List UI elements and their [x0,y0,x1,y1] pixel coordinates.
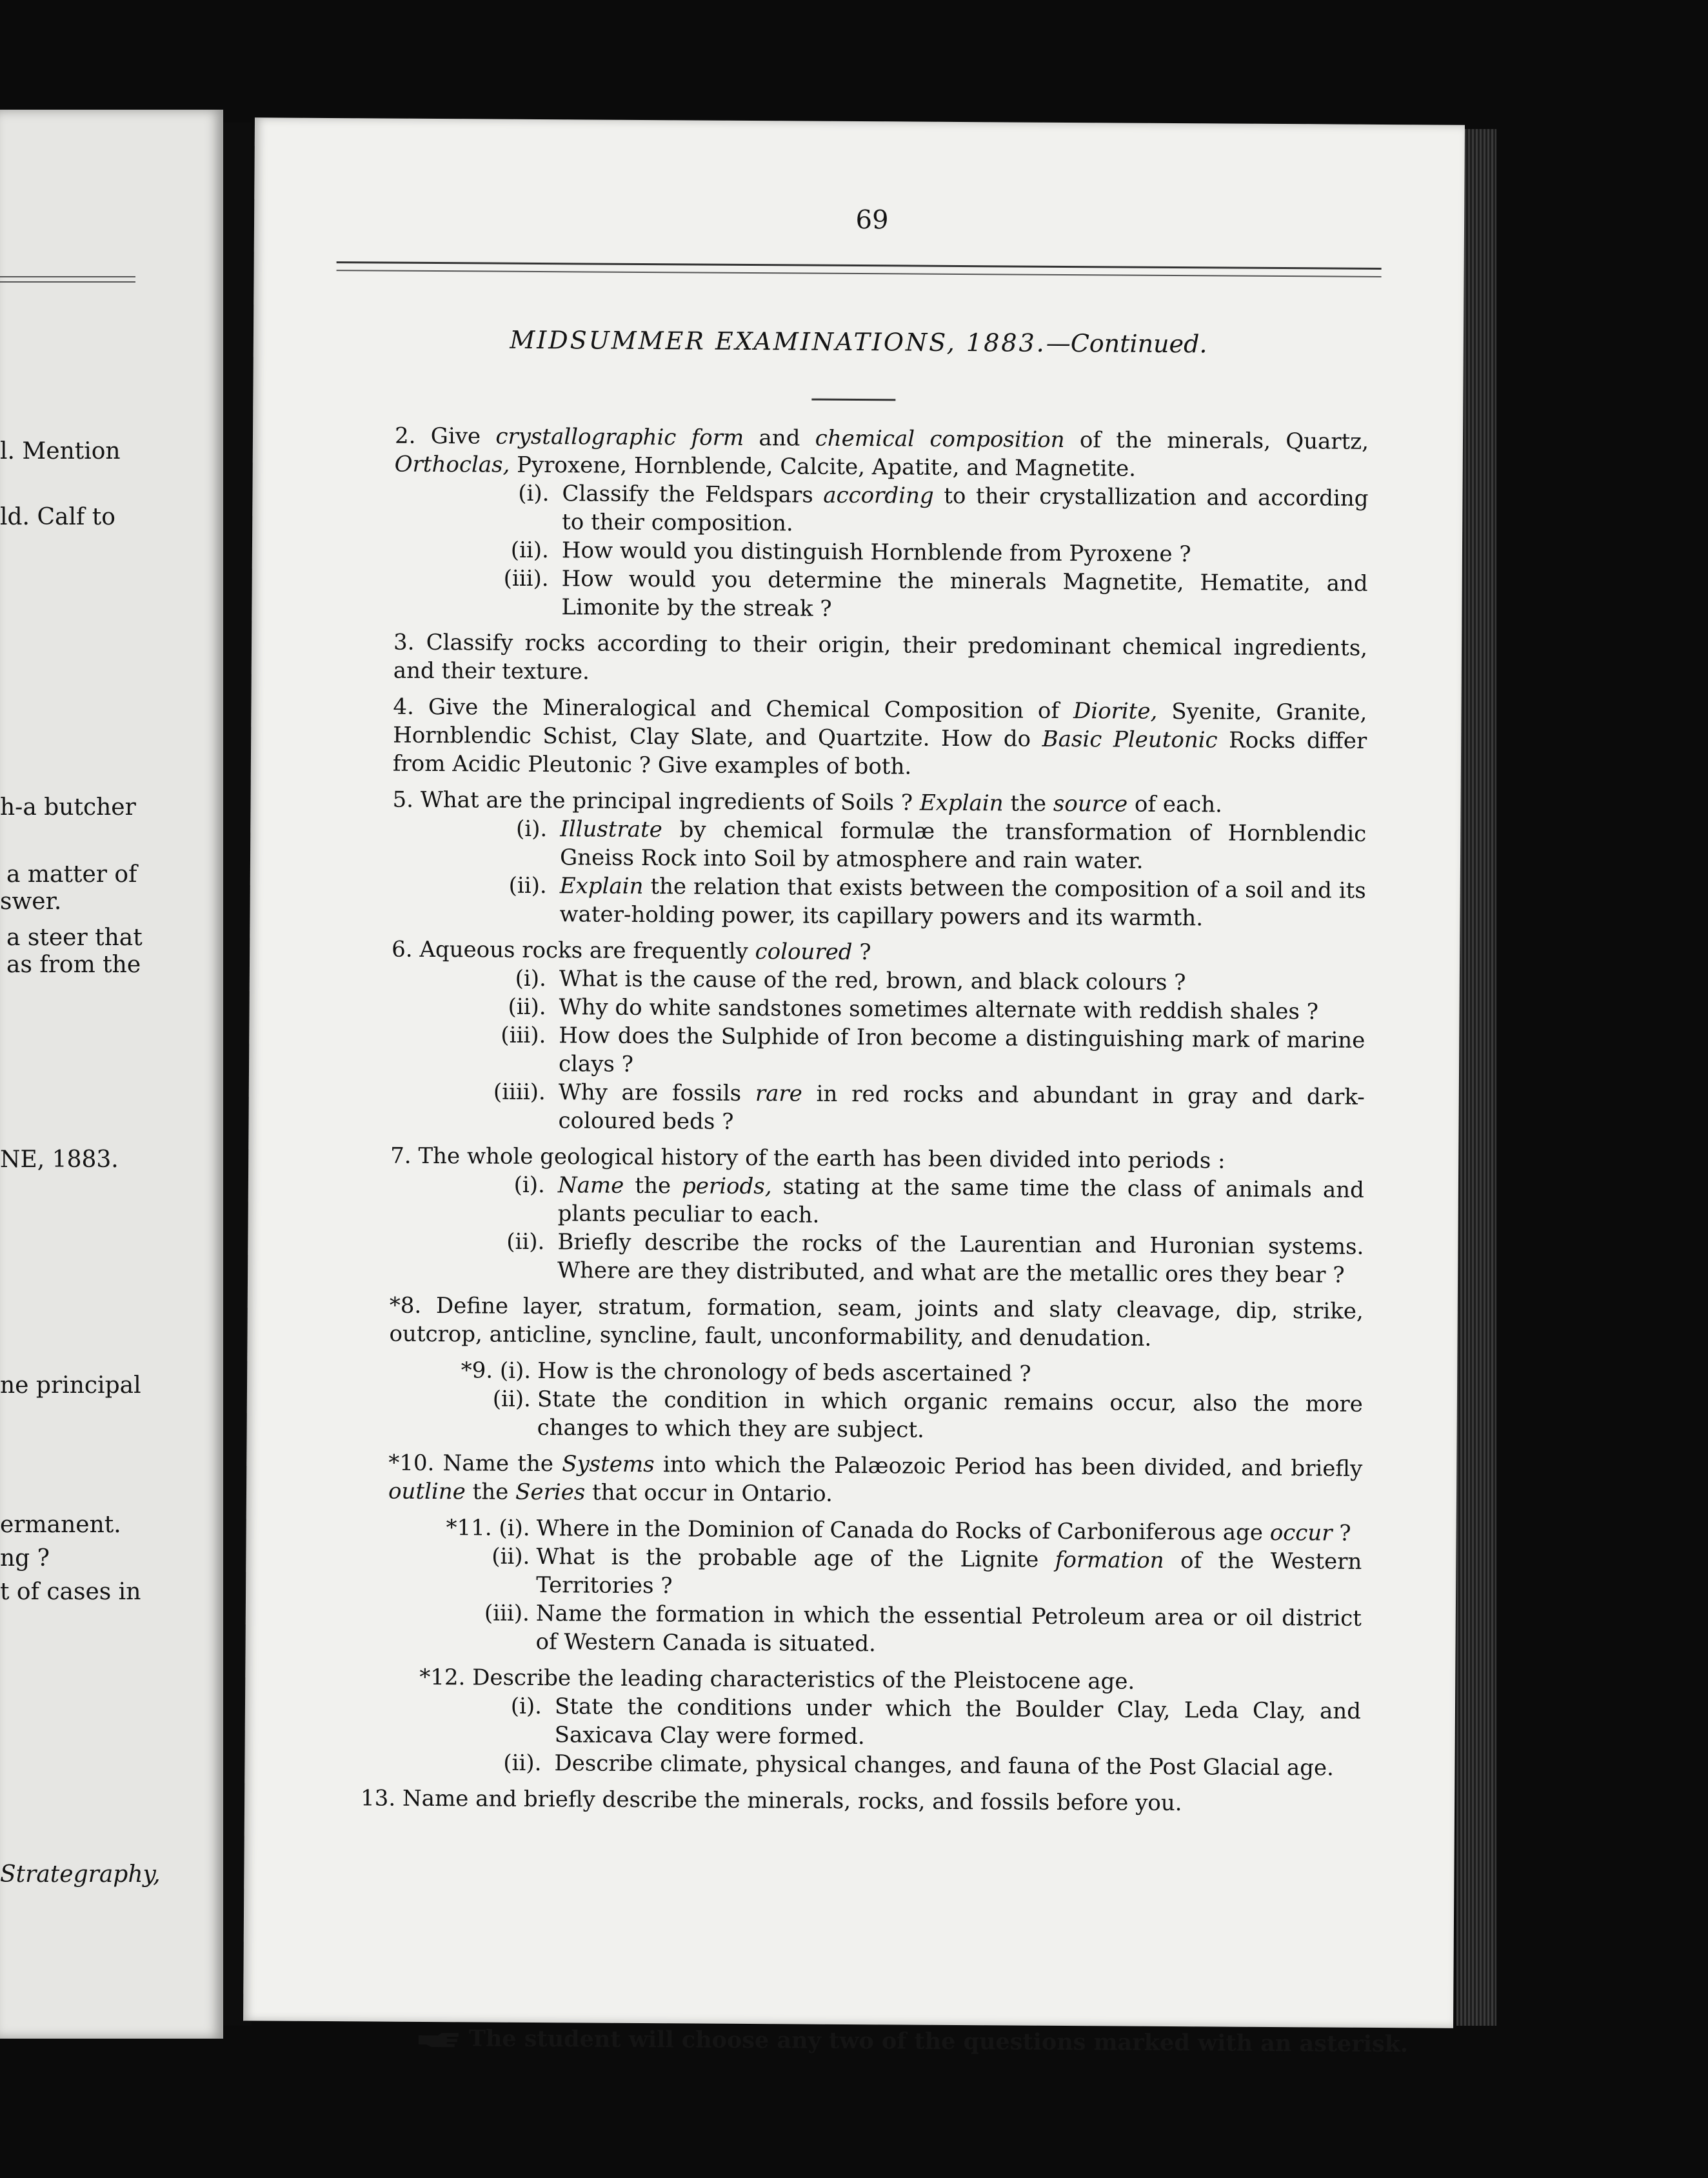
left-page-fragment: ld. Calf to [0,504,115,530]
left-page-fragment: NE, 1883. [0,1146,119,1173]
left-page-fragment: swer. [0,888,62,915]
question-2 [329,421,1369,626]
instruction-note-text: The student will choose any two of the questions marked with an asterisk. [468,2025,1409,2058]
question-6-sub-iiii: (iiii). Why are fossils rare in red rocks and abundant in gray and dark-coloured beds ? [493,1079,1365,1135]
question-11 [323,1513,1362,1661]
left-page-fragment: as from the [6,952,141,978]
question-13 [322,1784,1360,1819]
left-page-fragment: t of cases in [0,1579,141,1605]
question-10-text: *10. Name the Systems into which the Palæozoic Period has been divided, and briefly outline the Series that occur in Ontario. [388,1450,1363,1507]
question-11-sub-ii: (ii). What is the probable age of the Lignite formation of the Western Territories ? [492,1543,1362,1599]
left-page-fragment: Strategraphy, [0,1861,161,1888]
header-rule [337,261,1382,277]
question-6-sub-i: (i). What is the cause of the red, brown, and black colours ? [515,965,1186,996]
heading-rule [811,399,895,401]
left-page-fragment: ne principal [0,1372,141,1399]
question-8 [324,1291,1364,1354]
left-page-fragment: h-a butcher [0,794,136,821]
left-page-fragment: a matter of [6,861,137,888]
question-4-text: 4. Give the Mineralogical and Chemical Composition of Diorite, Syenite, Granite, Hornblendic Schist, Clay Slate, and Quartzite. How do Basic Pleutonic Rocks differ from Acidic Pleutonic ? Give examples of both. [392,694,1367,780]
left-page-fragment: l. Mention [0,438,121,465]
question-13-text: 13. Name and briefly describe the minerals, rocks, and fossils before you. [360,1785,1182,1817]
question-2-sub-i: (i). Classify the Feldspars according to their crystallization and according to their composition. [518,480,1369,537]
page-heading [253,324,1464,359]
question-7-sub-i: (i). Name the periods, stating at the same time the class of animals and plants peculiar to each. [513,1172,1365,1228]
instruction-note [321,2024,1456,2058]
question-3 [329,628,1368,691]
question-9-sub-ii: (ii). State the condition in which organic remains occur, also the more changes to which they are subject. [492,1386,1363,1443]
heading-title: MIDSUMMER EXAMINATIONS, 1883. [510,325,1046,357]
question-12 [322,1663,1361,1783]
page-number: 69 [855,205,889,235]
question-6-sub-iii: (iii). How does the Sulphide of Iron become a distinguishing mark of marine clays ? [501,1022,1365,1077]
question-6-sub-ii: (ii). Why do white sandstones sometimes alternate with reddish shales ? [508,994,1319,1025]
pointing-hand-icon [417,2030,462,2049]
question-5 [327,785,1366,934]
question-5-sub-i: (i). Illustrate by chemical formulæ the transformation of Hornblendic Gneiss Rock into Soil by atmosphere and rain water. [515,815,1367,874]
question-9-sub-i: *9. (i). How is the chronology of beds ascertained ? [461,1357,1031,1387]
question-5-sub-ii: (ii). Explain the relation that exists between the composition of a soil and its water-holding power, its capillary powers and its warmth. [508,872,1366,932]
question-9 [324,1355,1364,1447]
left-page-fragment: a steer that [6,924,143,951]
question-7-sub-ii: (ii). Briefly describe the rocks of the Laurentian and Huronian systems. Where are they distributed, and what are the metallic ores they bear ? [506,1228,1364,1288]
left-page [0,110,223,2039]
question-6 [326,935,1365,1140]
heading-continued: —Continued. [1046,328,1207,359]
question-4 [328,692,1367,784]
question-2-sub-iii: (iii). How would you determine the minerals Magnetite, Hematite, and Limonite by the streak ? [503,565,1368,622]
question-3-text: 3. Classify rocks according to their origin, their predominant chemical ingredients, and their texture. [393,629,1368,685]
question-12-sub-i: (i). State the conditions under which the Boulder Clay, Leda Clay, and Saxicava Clay were formed. [510,1693,1362,1750]
question-8-text: *8. Define layer, stratum, formation, seam, joints and slaty cleavage, dip, strike, outcrop, anticline, syncline, fault, unconformability, and denudation. [389,1292,1364,1352]
left-page-rule [0,276,135,283]
question-11-sub-iii: (iii). Name the formation in which the essential Petroleum area or oil district of Western Canada is situated. [484,1600,1362,1657]
question-7-text: 7. The whole geological history of the earth has been divided into periods : [390,1143,1226,1174]
question-7 [325,1141,1364,1290]
question-10 [324,1448,1363,1512]
question-list [322,421,1369,1826]
question-11-sub-i: *11. (i). Where in the Dominion of Canada do Rocks of Carboniferous age occur ? [446,1515,1351,1546]
question-2-text: 2. Give crystallographic form and chemical composition of the minerals, Quartz, Orthoclas, Pyroxene, Hornblende, Calcite, Apatite, and Magnetite. [394,423,1369,482]
question-6-text: 6. Aqueous rocks are frequently coloured ? [392,936,871,966]
question-12-text: *12. Describe the leading characteristics of the Pleistocene age. [419,1664,1135,1695]
left-page-fragment: ng ? [0,1545,50,1572]
question-12-sub-ii: (ii). Describe climate, physical changes, and fauna of the Post Glacial age. [503,1750,1335,1781]
question-2-sub-ii: (ii). How would you distinguish Hornblende from Pyroxene ? [510,537,1191,568]
left-page-fragment: ermanent. [0,1512,121,1538]
question-5-text: 5. What are the principal ingredients of Soils ? Explain the source of each. [392,786,1223,818]
right-page [243,117,1465,2058]
